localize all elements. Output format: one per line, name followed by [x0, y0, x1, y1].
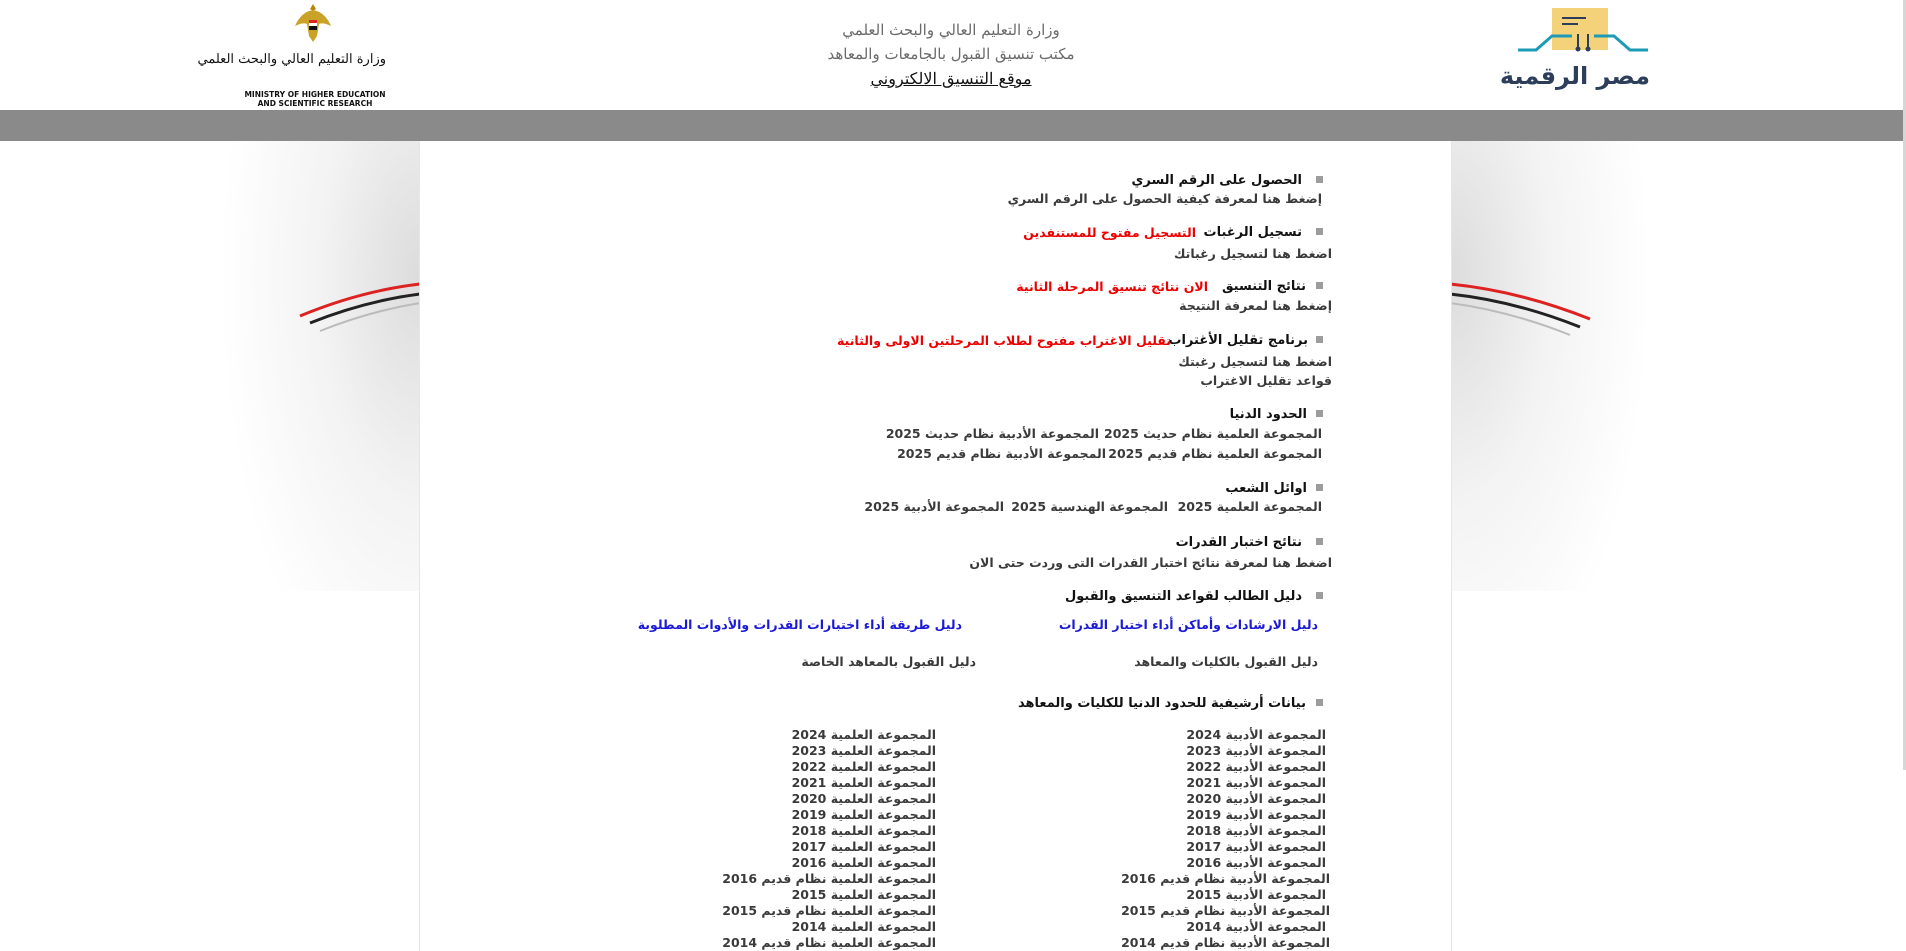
section-title-top: اوائل الشعب — [1225, 481, 1307, 496]
bullet-icon — [1316, 484, 1323, 491]
archive-link[interactable]: المجموعة العلمية 2018 — [791, 823, 936, 838]
aptitude-results-link[interactable]: اضغط هنا لمعرفة نتائج اختبار القدرات التى وردت حتى الان — [969, 555, 1332, 570]
archive-link[interactable]: المجموعة العلمية 2020 — [791, 791, 936, 806]
ministry-logo[interactable] — [197, 2, 388, 108]
top-literary-link[interactable]: المجموعة الأدبية 2025 — [864, 499, 1004, 514]
archive-link[interactable]: المجموعة العلمية 2014 — [791, 919, 936, 934]
min-scientific-new-link[interactable]: المجموعة العلمية نظام حديث 2025 — [1104, 426, 1322, 441]
bullet-icon — [1316, 176, 1323, 183]
secret-number-link[interactable]: إضغط هنا لمعرفة كيفية الحصول على الرقم السري — [1007, 191, 1322, 206]
bullet-icon — [1316, 592, 1323, 599]
archive-link[interactable]: المجموعة الأدبية 2015 — [1186, 887, 1326, 902]
section-title-archive: بيانات أرشيفية للحدود الدنيا للكليات والمعاهد — [1017, 696, 1306, 711]
min-scientific-old-link[interactable]: المجموعة العلمية نظام قديم 2025 — [1108, 446, 1322, 461]
archive-link[interactable]: المجموعة الأدبية 2022 — [1186, 759, 1326, 774]
archive-link[interactable]: المجموعة العلمية 2015 — [791, 887, 936, 902]
archive-link[interactable]: المجموعة العلمية نظام قديم 2015 — [722, 903, 936, 918]
bullet-icon — [1316, 410, 1323, 417]
transfer-rules-link[interactable]: قواعد تقليل الاغتراب — [1200, 373, 1332, 388]
archive-link[interactable]: المجموعة الأدبية 2023 — [1186, 743, 1326, 758]
ministry-logo-arabic: وزارة التعليم العالي والبحث العلمي — [197, 52, 386, 67]
archive-link[interactable]: المجموعة العلمية نظام قديم 2016 — [722, 871, 936, 886]
results-link[interactable]: إضغط هنا لمعرفة النتيجة — [1179, 298, 1332, 313]
archive-link[interactable]: المجموعة الأدبية 2018 — [1186, 823, 1326, 838]
archive-link[interactable]: المجموعة العلمية 2016 — [791, 855, 936, 870]
archive-link[interactable]: المجموعة الأدبية 2024 — [1186, 727, 1326, 742]
archive-literary-list — [1086, 727, 1330, 951]
archive-link[interactable]: المجموعة العلمية 2022 — [791, 759, 936, 774]
results-notice: الان نتائج تنسيق المرحلة الثانية — [1016, 279, 1208, 294]
guide-admission-link[interactable]: دليل القبول بالكليات والمعاهد — [1134, 654, 1318, 669]
section-title-minimums: الحدود الدنيا — [1229, 407, 1307, 422]
archive-link[interactable]: المجموعة العلمية 2017 — [791, 839, 936, 854]
archive-link[interactable]: المجموعة الأدبية 2016 — [1186, 855, 1326, 870]
min-literary-new-link[interactable]: المجموعة الأدبية نظام حديث 2025 — [885, 426, 1099, 441]
section-title-guide: دليل الطالب لقواعد التنسيق والقبول — [1064, 589, 1302, 604]
archive-link[interactable]: المجموعة الأدبية 2021 — [1186, 775, 1326, 790]
bullet-icon — [1316, 228, 1323, 235]
top-scientific-link[interactable]: المجموعة العلمية 2025 — [1177, 499, 1322, 514]
bullet-icon — [1316, 699, 1323, 706]
archive-link[interactable]: المجموعة العلمية 2023 — [791, 743, 936, 758]
archive-link[interactable]: المجموعة الأدبية نظام قديم 2015 — [1121, 903, 1330, 918]
digital-egypt-logo-text: مصر الرقمية — [1499, 62, 1650, 90]
digital-egypt-emblem-icon — [1516, 4, 1650, 64]
transfer-notice: تقليل الاغتراب مفتوح لطلاب المرحلتين الاولى والثانية — [837, 333, 1171, 348]
transfer-register-link[interactable]: اضغط هنا لتسجيل رغبتك — [1178, 354, 1332, 369]
section-title-transfer: برنامج تقليل الأغتراب — [1168, 333, 1308, 348]
archive-link[interactable]: المجموعة العلمية 2024 — [791, 727, 936, 742]
wishes-notice: التسجيل مفتوح للمستنفدين — [1023, 225, 1196, 240]
register-wishes-link[interactable]: اضغط هنا لتسجيل رغباتك — [1174, 246, 1332, 261]
section-title-aptitude: نتائج اختبار القدرات — [1175, 535, 1302, 550]
ministry-name: وزارة التعليم العالي والبحث العلمي — [842, 21, 1060, 39]
archive-link[interactable]: المجموعة الأدبية 2020 — [1186, 791, 1326, 806]
section-title-results: نتائج التنسيق — [1221, 279, 1306, 294]
bullet-icon — [1316, 538, 1323, 545]
archive-link[interactable]: المجموعة العلمية نظام قديم 2014 — [722, 935, 936, 950]
ministry-logo-english-1: MINISTRY OF HIGHER EDUCATION — [244, 90, 386, 99]
min-literary-old-link[interactable]: المجموعة الأدبية نظام قديم 2025 — [897, 446, 1106, 461]
bullet-icon — [1316, 282, 1323, 289]
site-header — [0, 0, 1906, 110]
section-title-secret: الحصول على الرقم السري — [1131, 173, 1302, 188]
guide-private-institutes-link[interactable]: دليل القبول بالمعاهد الخاصة — [801, 654, 976, 669]
archive-link[interactable]: المجموعة العلمية 2021 — [791, 775, 936, 790]
guide-aptitude-method-link[interactable]: دليل طريقة أداء اختبارات القدرات والأدوات المطلوبة — [637, 617, 962, 632]
top-engineering-link[interactable]: المجموعة الهندسية 2025 — [1011, 499, 1168, 514]
digital-egypt-logo[interactable] — [1499, 4, 1650, 96]
archive-link[interactable]: المجموعة الأدبية 2017 — [1186, 839, 1326, 854]
archive-link[interactable]: المجموعة العلمية 2019 — [791, 807, 936, 822]
office-name: مكتب تنسيق القبول بالجامعات والمعاهد — [827, 45, 1075, 63]
ministry-logo-english-2: AND SCIENTIFIC RESEARCH — [257, 99, 373, 108]
archive-link[interactable]: المجموعة الأدبية 2014 — [1186, 919, 1326, 934]
archive-scientific-list — [696, 727, 936, 951]
eagle-emblem-icon — [293, 2, 333, 44]
site-title-link[interactable]: موقع التنسيق الالكتروني — [870, 69, 1032, 88]
archive-link[interactable]: المجموعة الأدبية نظام قديم 2016 — [1121, 871, 1330, 886]
guide-instructions-link[interactable]: دليل الارشادات وأماكن أداء اختبار القدرات — [1058, 617, 1318, 632]
archive-link[interactable]: المجموعة الأدبية نظام قديم 2014 — [1121, 935, 1330, 950]
navigation-bar — [0, 110, 1903, 141]
section-title-wishes: تسجيل الرغبات — [1203, 225, 1302, 240]
bullet-icon — [1316, 336, 1323, 343]
archive-link[interactable]: المجموعة الأدبية 2019 — [1186, 807, 1326, 822]
